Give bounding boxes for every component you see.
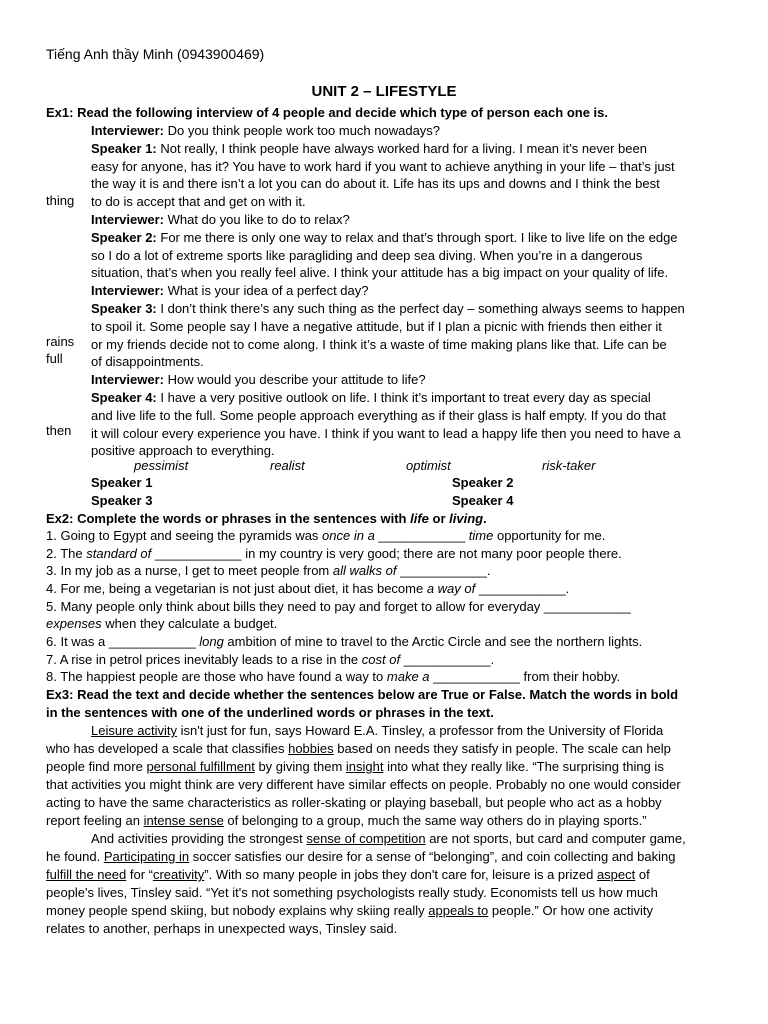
- interview-line: [91, 318, 768, 335]
- speaker-tag: Speaker 3:: [91, 301, 157, 316]
- ex3-text-line: relates to another, perhaps in unexpected ways, Tinsley said.: [46, 921, 398, 936]
- interview-text: of disappointments.: [91, 354, 204, 370]
- option-risk-taker: risk-taker: [542, 458, 596, 473]
- ex2-sentence-5-cont: expenses when they calculate a budget.: [46, 616, 278, 631]
- underlined-phrase: Participating in: [103, 849, 190, 864]
- ex2-sentence-1: 1. Going to Egypt and seeing the pyramids was once in a ____________ time opportunity for me.: [46, 528, 606, 543]
- underlined-phrase: insight: [345, 759, 384, 774]
- option-realist: realist: [270, 458, 305, 473]
- interview-line: [91, 264, 768, 281]
- interview-text: Do you think people work too much nowadays?: [163, 123, 441, 138]
- speaker-tag: Speaker 1:: [91, 140, 157, 156]
- ex3-text-line: that activities you might think are very different have similar effects on people. Probably no one would consider: [46, 777, 681, 792]
- speaker-label-4: Speaker 4: [452, 493, 514, 508]
- ex3-text-line: people's lives, Tinsley said. “Yet it's not something psychologists really study. Economists tell us how much: [46, 885, 658, 900]
- ex3-text-line: report feeling an intense sense of belonging to a group, much the same way others do in playing sports.”: [46, 813, 647, 828]
- speaker-tag: Speaker 4:: [91, 390, 157, 405]
- interview-text: How would you describe your attitude to life?: [163, 372, 426, 388]
- speaker-tag: Interviewer:: [91, 283, 164, 299]
- ex3-text-line: fulfill the need for “creativity”. With so many people in jobs they don't care for, leisure is a prized aspect of: [46, 867, 650, 882]
- interview-line: [91, 247, 768, 264]
- ex3-text-line: And activities providing the strongest sense of competition are not sports, but card and computer game,: [91, 831, 686, 846]
- ex2-sentence-8: 8. The happiest people are those who have found a way to make a ____________ from their hobby.: [46, 669, 621, 684]
- interview-text: the way it is and there isn’t a lot you can do about it. Life has its ups and downs and I think the best: [91, 176, 660, 192]
- margin-word-then: then: [46, 423, 72, 438]
- interview-text: For me there is only one way to relax and that’s through sport. I like to live life on the edge: [156, 229, 678, 245]
- interview-line: [91, 211, 768, 228]
- ex1-heading: Ex1: Read the following interview of 4 people and decide which type of person each one is.: [46, 105, 608, 120]
- underlined-phrase: aspect: [596, 867, 636, 882]
- interview-line: [91, 425, 768, 442]
- ex2-sentence-7: 7. A rise in petrol prices inevitably leads to a rise in the cost of ____________.: [46, 652, 495, 667]
- ex3-text-line: people find more personal fulfillment by giving them insight into what they really like. “The surprising thing is: [46, 759, 664, 774]
- margin-word-rains: rains: [46, 334, 75, 349]
- underlined-phrase: sense of competition: [306, 831, 426, 846]
- interview-line: [91, 353, 768, 370]
- underlined-phrase: personal fulfillment: [146, 759, 255, 774]
- ex3-text-line: who has developed a scale that classifies hobbies based on needs they satisfy in people. The scale can help: [46, 741, 671, 756]
- interview-text: situation, that’s when you really feel alive. I think your attitude has a big impact on your quality of life.: [91, 265, 669, 281]
- margin-word-full: full: [46, 351, 63, 366]
- interview-text: to spoil it. Some people say I have a negative attitude, but if I plan a picnic with friends then either it: [91, 318, 662, 334]
- option-optimist: optimist: [406, 458, 451, 473]
- underlined-phrase: intense sense: [143, 813, 224, 828]
- interview-text: positive approach to everything.: [91, 443, 275, 459]
- interview-line: [91, 336, 768, 353]
- speaker-label-1: Speaker 1: [91, 475, 153, 490]
- ex2-sentence-3: 3. In my job as a nurse, I get to meet people from all walks of ____________.: [46, 563, 491, 578]
- option-pessimist: pessimist: [134, 458, 189, 473]
- interview-text: easy for anyone, has it? You have to work hard if you want to achieve anything in your life – that’s just: [91, 158, 675, 174]
- interview-text: so I do a lot of extreme sports like paragliding and deep sea diving. When you’re in a dangerous: [91, 247, 643, 263]
- speaker-tag: Interviewer:: [91, 123, 164, 138]
- ex3-text-line: he found. Participating in soccer satisfies our desire for a sense of “belonging”, and coin collecting and baking: [46, 849, 676, 864]
- interview-text: and live life to the full. Some people approach everything as if their glass is half empty. If you do that: [91, 407, 666, 423]
- underlined-phrase: hobbies: [288, 741, 334, 756]
- interview-text: What is your idea of a perfect day?: [163, 283, 369, 299]
- ex3-text-line: acting to have the same characteristics as roller-skating or playing baseball, but people who act as a hobby: [46, 795, 662, 810]
- interview-line: [91, 140, 768, 157]
- underlined-phrase: creativity: [152, 867, 205, 882]
- interview-text: it will colour every experience you have. I think if you want to lead a happy life then you need to have a: [91, 425, 681, 441]
- interview-text: to do is accept that and get on with it.: [91, 194, 306, 210]
- ex3-heading-line2: in the sentences with one of the underlined words or phrases in the text.: [46, 705, 494, 720]
- interview-text: I have a very positive outlook on life. I think it’s important to treat every day as special: [156, 390, 651, 405]
- interview-line: [91, 300, 768, 317]
- margin-word-thing: thing: [46, 193, 75, 208]
- ex3-text-line: Leisure activity isn't just for fun, says Howard E.A. Tinsley, a professor from the University of Florida: [91, 723, 664, 738]
- page-title: UNIT 2 – LIFESTYLE: [311, 83, 457, 100]
- interview-line: [91, 158, 768, 175]
- ex3-heading-line1: Ex3: Read the text and decide whether the sentences below are True or False. Match the words in bold: [46, 687, 679, 702]
- interview-line: [91, 175, 768, 192]
- ex2-sentence-2: 2. The standard of ____________ in my country is very good; there are not many poor people there.: [46, 546, 622, 561]
- underlined-phrase: appeals to: [428, 903, 489, 918]
- underlined-phrase: fulfill the need: [46, 867, 127, 882]
- speaker-tag: Interviewer:: [91, 372, 164, 388]
- speaker-label-2: Speaker 2: [452, 475, 514, 490]
- speaker-tag: Speaker 2:: [91, 229, 157, 245]
- speaker-label-3: Speaker 3: [91, 493, 153, 508]
- ex2-sentence-4: 4. For me, being a vegetarian is not just about diet, it has become a way of ____________.: [46, 581, 570, 596]
- ex3-text-line: money people spend skiing, but nobody explains why skiing really appeals to people.” Or how one activity: [46, 903, 654, 918]
- ex2-sentence-5: 5. Many people only think about bills they need to pay and forget to allow for everyday ____________: [46, 599, 631, 614]
- interview-text: Not really, I think people have always worked hard for a living. I mean it’s never been: [156, 140, 647, 156]
- interview-line: [91, 229, 768, 246]
- interview-line: [91, 407, 768, 424]
- page-header: Tiếng Anh thầy Minh (0943900469): [46, 46, 265, 62]
- interview-line: [91, 122, 768, 139]
- speaker-tag: Interviewer:: [91, 212, 164, 227]
- underlined-phrase: Leisure activity: [91, 723, 177, 738]
- ex2-sentence-6: 6. It was a ____________ long ambition of mine to travel to the Arctic Circle and see the northern lights.: [46, 634, 643, 649]
- interview-line: [91, 371, 768, 388]
- interview-text: What do you like to do to relax?: [163, 212, 350, 227]
- interview-text: I don’t think there’s any such thing as the perfect day – something always seems to happen: [156, 301, 685, 316]
- ex2-heading: Ex2: Complete the words or phrases in the sentences with life or living.: [46, 511, 487, 526]
- interview-line: [91, 389, 768, 406]
- interview-line: [91, 193, 768, 210]
- interview-line: [91, 282, 768, 299]
- interview-text: or my friends decide not to come along. I think it’s a waste of time making plans like that. Life can be: [91, 336, 667, 352]
